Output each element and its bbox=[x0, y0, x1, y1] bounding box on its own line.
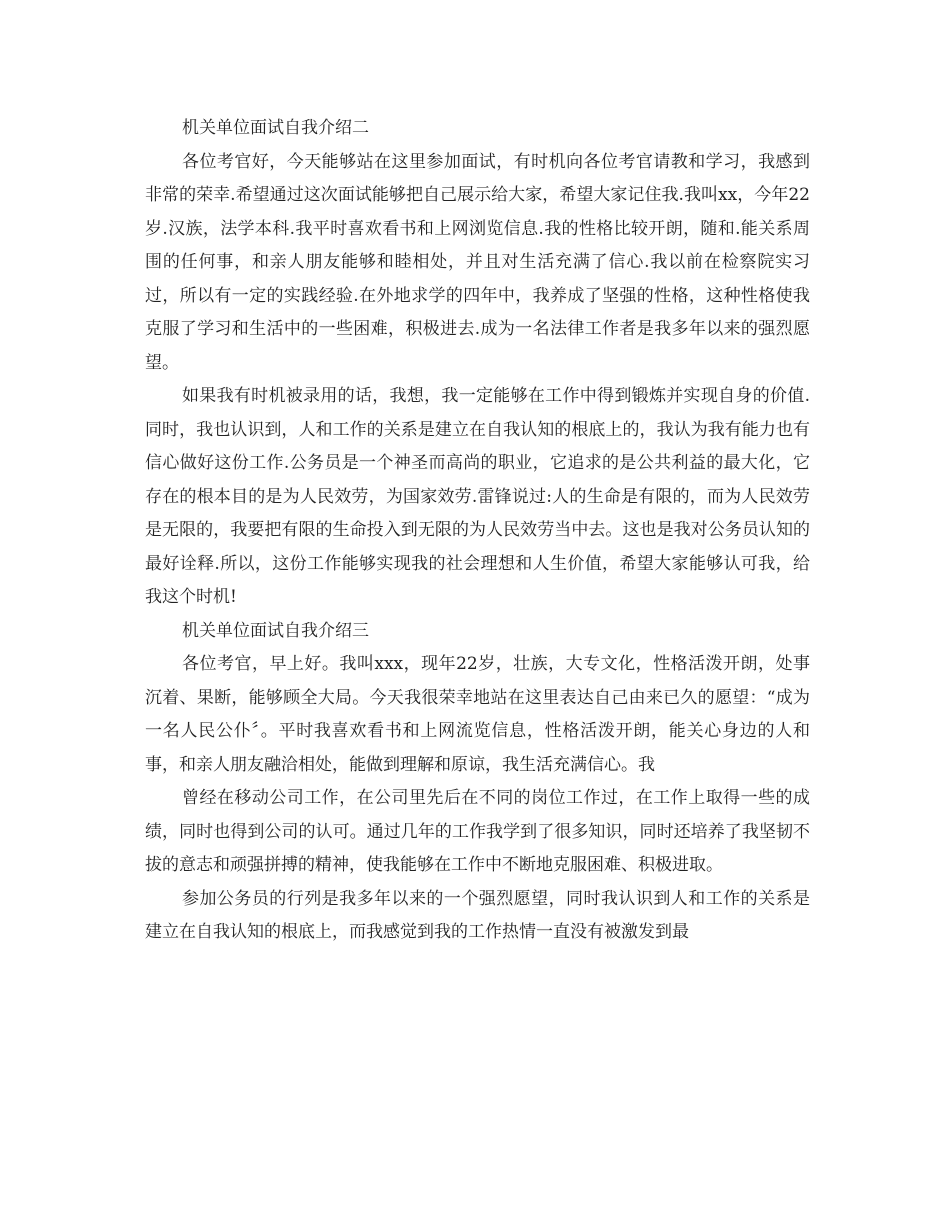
body-paragraph: 各位考官好，今天能够站在这里参加面试，有时机向各位考官请教和学习，我感到非常的荣幸.希望通过这次面试能够把自己展示给大家，希望大家记住我.我叫xx，今年22岁.汉族，法学本科.我平时喜欢看书和上网浏览信息.我的性格比较开朗，随和.能关系周围的任何事，和亲人朋友能够和睦相处，并且对生活充满了信心.我以前在检察院实习过，所以有一定的实践经验.在外地求学的四年中，我养成了坚强的性格，这种性格使我克服了学习和生活中的一些困难，积极进去.成为一名法律工作者是我多年以来的强烈愿望。 bbox=[145, 151, 810, 373]
document-body bbox=[145, 112, 810, 950]
section-heading-3: 机关单位面试自我介绍三 bbox=[182, 620, 369, 641]
section-heading-2: 机关单位面试自我介绍二 bbox=[182, 118, 369, 138]
body-paragraph: 如果我有时机被录用的话，我想，我一定能够在工作中得到锻炼并实现自身的价值.同时，我也认识到，人和工作的关系是建立在自我认知的根底上的，我认为我有能力也有信心做好这份工作.公务员是一个神圣而高尚的职业，它追求的是公共利益的最大化，它存在的根本目的是为人民效劳，为国家效劳.雷锋说过:人的生命是有限的，而为人民效劳是无限的，我要把有限的生命投入到无限的为人民效劳当中去。这也是我对公务员认知的最好诠释.所以，这份工作能够实现我的社会理想和人生价值，希望大家能够认可我，给我这个时机! bbox=[145, 386, 810, 607]
body-paragraph: 曾经在移动公司工作，在公司里先后在不同的岗位工作过，在工作上取得一些的成绩，同时也得到公司的认可。通过几年的工作我学到了很多知识，同时还培养了我坚韧不拔的意志和顽强拼搏的精神，使我能够在工作中不断地克服困难、积极进取。 bbox=[145, 788, 810, 875]
body-paragraph: 各位考官，早上好。我叫xxx，现年22岁，壮族，大专文化，性格活泼开朗，处事沉着、果断，能够顾全大局。今天我很荣幸地站在这里表达自己由来已久的愿望：“成为一名人民公仆〞。平时我喜欢看书和上网流览信息，性格活泼开朗，能关心身边的人和事，和亲人朋友融洽相处，能做到理解和原谅，我生活充满信心。我 bbox=[145, 654, 810, 775]
body-paragraph: 参加公务员的行列是我多年以来的一个强烈愿望，同时我认识到人和工作的关系是建立在自我认知的根底上，而我感觉到我的工作热情一直没有被激发到最 bbox=[145, 888, 810, 942]
